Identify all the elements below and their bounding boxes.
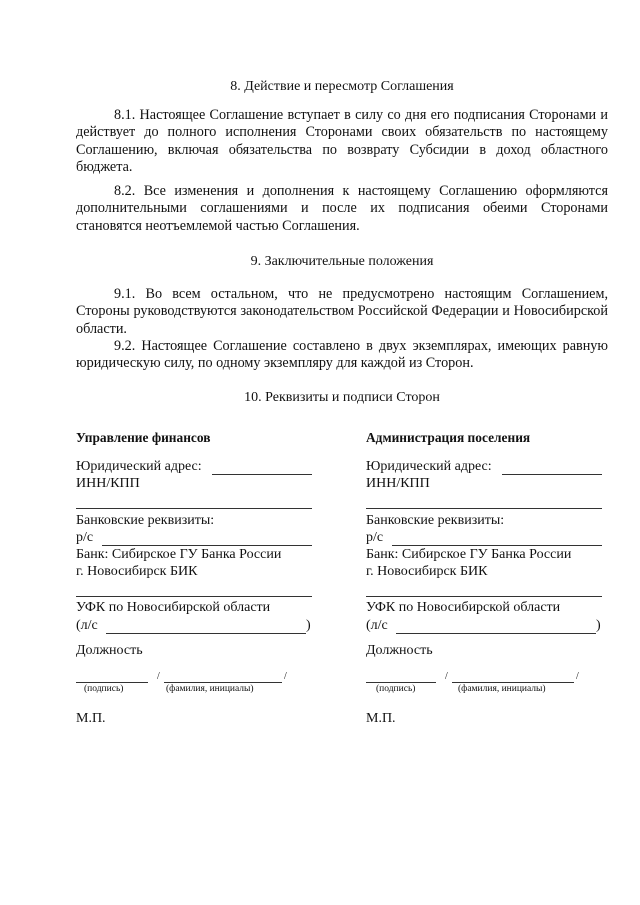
party-right-name-line: [452, 682, 574, 683]
party-right-signature-line: [366, 682, 436, 683]
party-left-name-line: [164, 682, 282, 683]
party-left-ufk-label: УФК по Новосибирской области: [76, 600, 271, 615]
party-left-bank-details-label: Банковские реквизиты:: [76, 513, 215, 528]
party-right-address-line: [502, 474, 602, 475]
party-right-inn-label: ИНН/КПП: [366, 476, 430, 491]
party-right-position-label: Должность: [366, 643, 433, 658]
clause-9-1: 9.1. Во всем остальном, что не предусмотрено настоящим Соглашением, Стороны руководствуются законодательством Российской Федерации и Новосибирской области.: [76, 286, 608, 337]
party-right-account-label: р/с: [366, 530, 384, 545]
party-left-inn-line: [76, 508, 312, 509]
clause-8-2: 8.2. Все изменения и дополнения к настоящему Соглашению оформляются дополнительными соглашениями и после их подписания обеими Сторонами становятся неотъемлемой частью Соглашения.: [76, 183, 608, 234]
party-left-account-label: р/с: [76, 530, 94, 545]
party-right-ls-close: ): [596, 618, 601, 633]
party-right-bik-label: г. Новосибирск БИК: [366, 564, 488, 579]
party-right-org-name: Администрация поселения: [366, 430, 531, 445]
section-10-heading: 10. Реквизиты и подписи Сторон: [244, 390, 440, 405]
party-left-slash-open: /: [157, 671, 160, 682]
party-left-address-label: Юридический адрес:: [76, 459, 202, 474]
party-right-name-caption: (фамилия, инициалы): [458, 684, 546, 694]
party-left-ls-open: (л/с: [76, 618, 98, 633]
party-left-block: [76, 430, 312, 730]
party-left-bank-name: Банк: Сибирское ГУ Банка России: [76, 547, 282, 562]
party-left-bik-line: [76, 596, 312, 597]
clause-8-1: 8.1. Настоящее Соглашение вступает в силу со дня его подписания Сторонами и действует до полного исполнения Сторонами своих обязательств по настоящему Соглашению, включая обязательства по возврату Субсидии в доход областного бюджета.: [76, 107, 608, 176]
party-right-address-label: Юридический адрес:: [366, 459, 492, 474]
party-left-position-label: Должность: [76, 643, 143, 658]
party-right-ls-open: (л/с: [366, 618, 388, 633]
party-left-inn-label: ИНН/КПП: [76, 476, 140, 491]
party-right-bik-line: [366, 596, 602, 597]
party-left-stamp-label: М.П.: [76, 711, 106, 726]
party-right-stamp-label: М.П.: [366, 711, 396, 726]
party-right-block: [366, 430, 602, 730]
party-right-signature-caption: (подпись): [376, 684, 416, 694]
party-right-ufk-label: УФК по Новосибирской области: [366, 600, 561, 615]
party-right-bank-name: Банк: Сибирское ГУ Банка России: [366, 547, 572, 562]
section-8-heading: 8. Действие и пересмотр Соглашения: [230, 79, 454, 94]
party-left-ls-line: [106, 633, 306, 634]
party-right-inn-line: [366, 508, 602, 509]
party-left-slash-close: /: [284, 671, 287, 682]
section-9-heading: 9. Заключительные положения: [250, 254, 434, 269]
party-right-bank-details-label: Банковские реквизиты:: [366, 513, 505, 528]
party-left-ls-close: ): [306, 618, 311, 633]
party-right-ls-line: [396, 633, 596, 634]
party-right-slash-open: /: [445, 671, 448, 682]
party-left-bik-label: г. Новосибирск БИК: [76, 564, 198, 579]
clause-9-2: 9.2. Настоящее Соглашение составлено в двух экземплярах, имеющих равную юридическую силу, по одному экземпляру для каждой из Сторон.: [76, 338, 608, 372]
party-left-signature-caption: (подпись): [84, 684, 124, 694]
party-left-name-caption: (фамилия, инициалы): [166, 684, 254, 694]
party-left-signature-line: [76, 682, 148, 683]
party-right-slash-close: /: [576, 671, 579, 682]
party-left-address-line: [212, 474, 312, 475]
party-left-org-name: Управление финансов: [76, 430, 211, 445]
